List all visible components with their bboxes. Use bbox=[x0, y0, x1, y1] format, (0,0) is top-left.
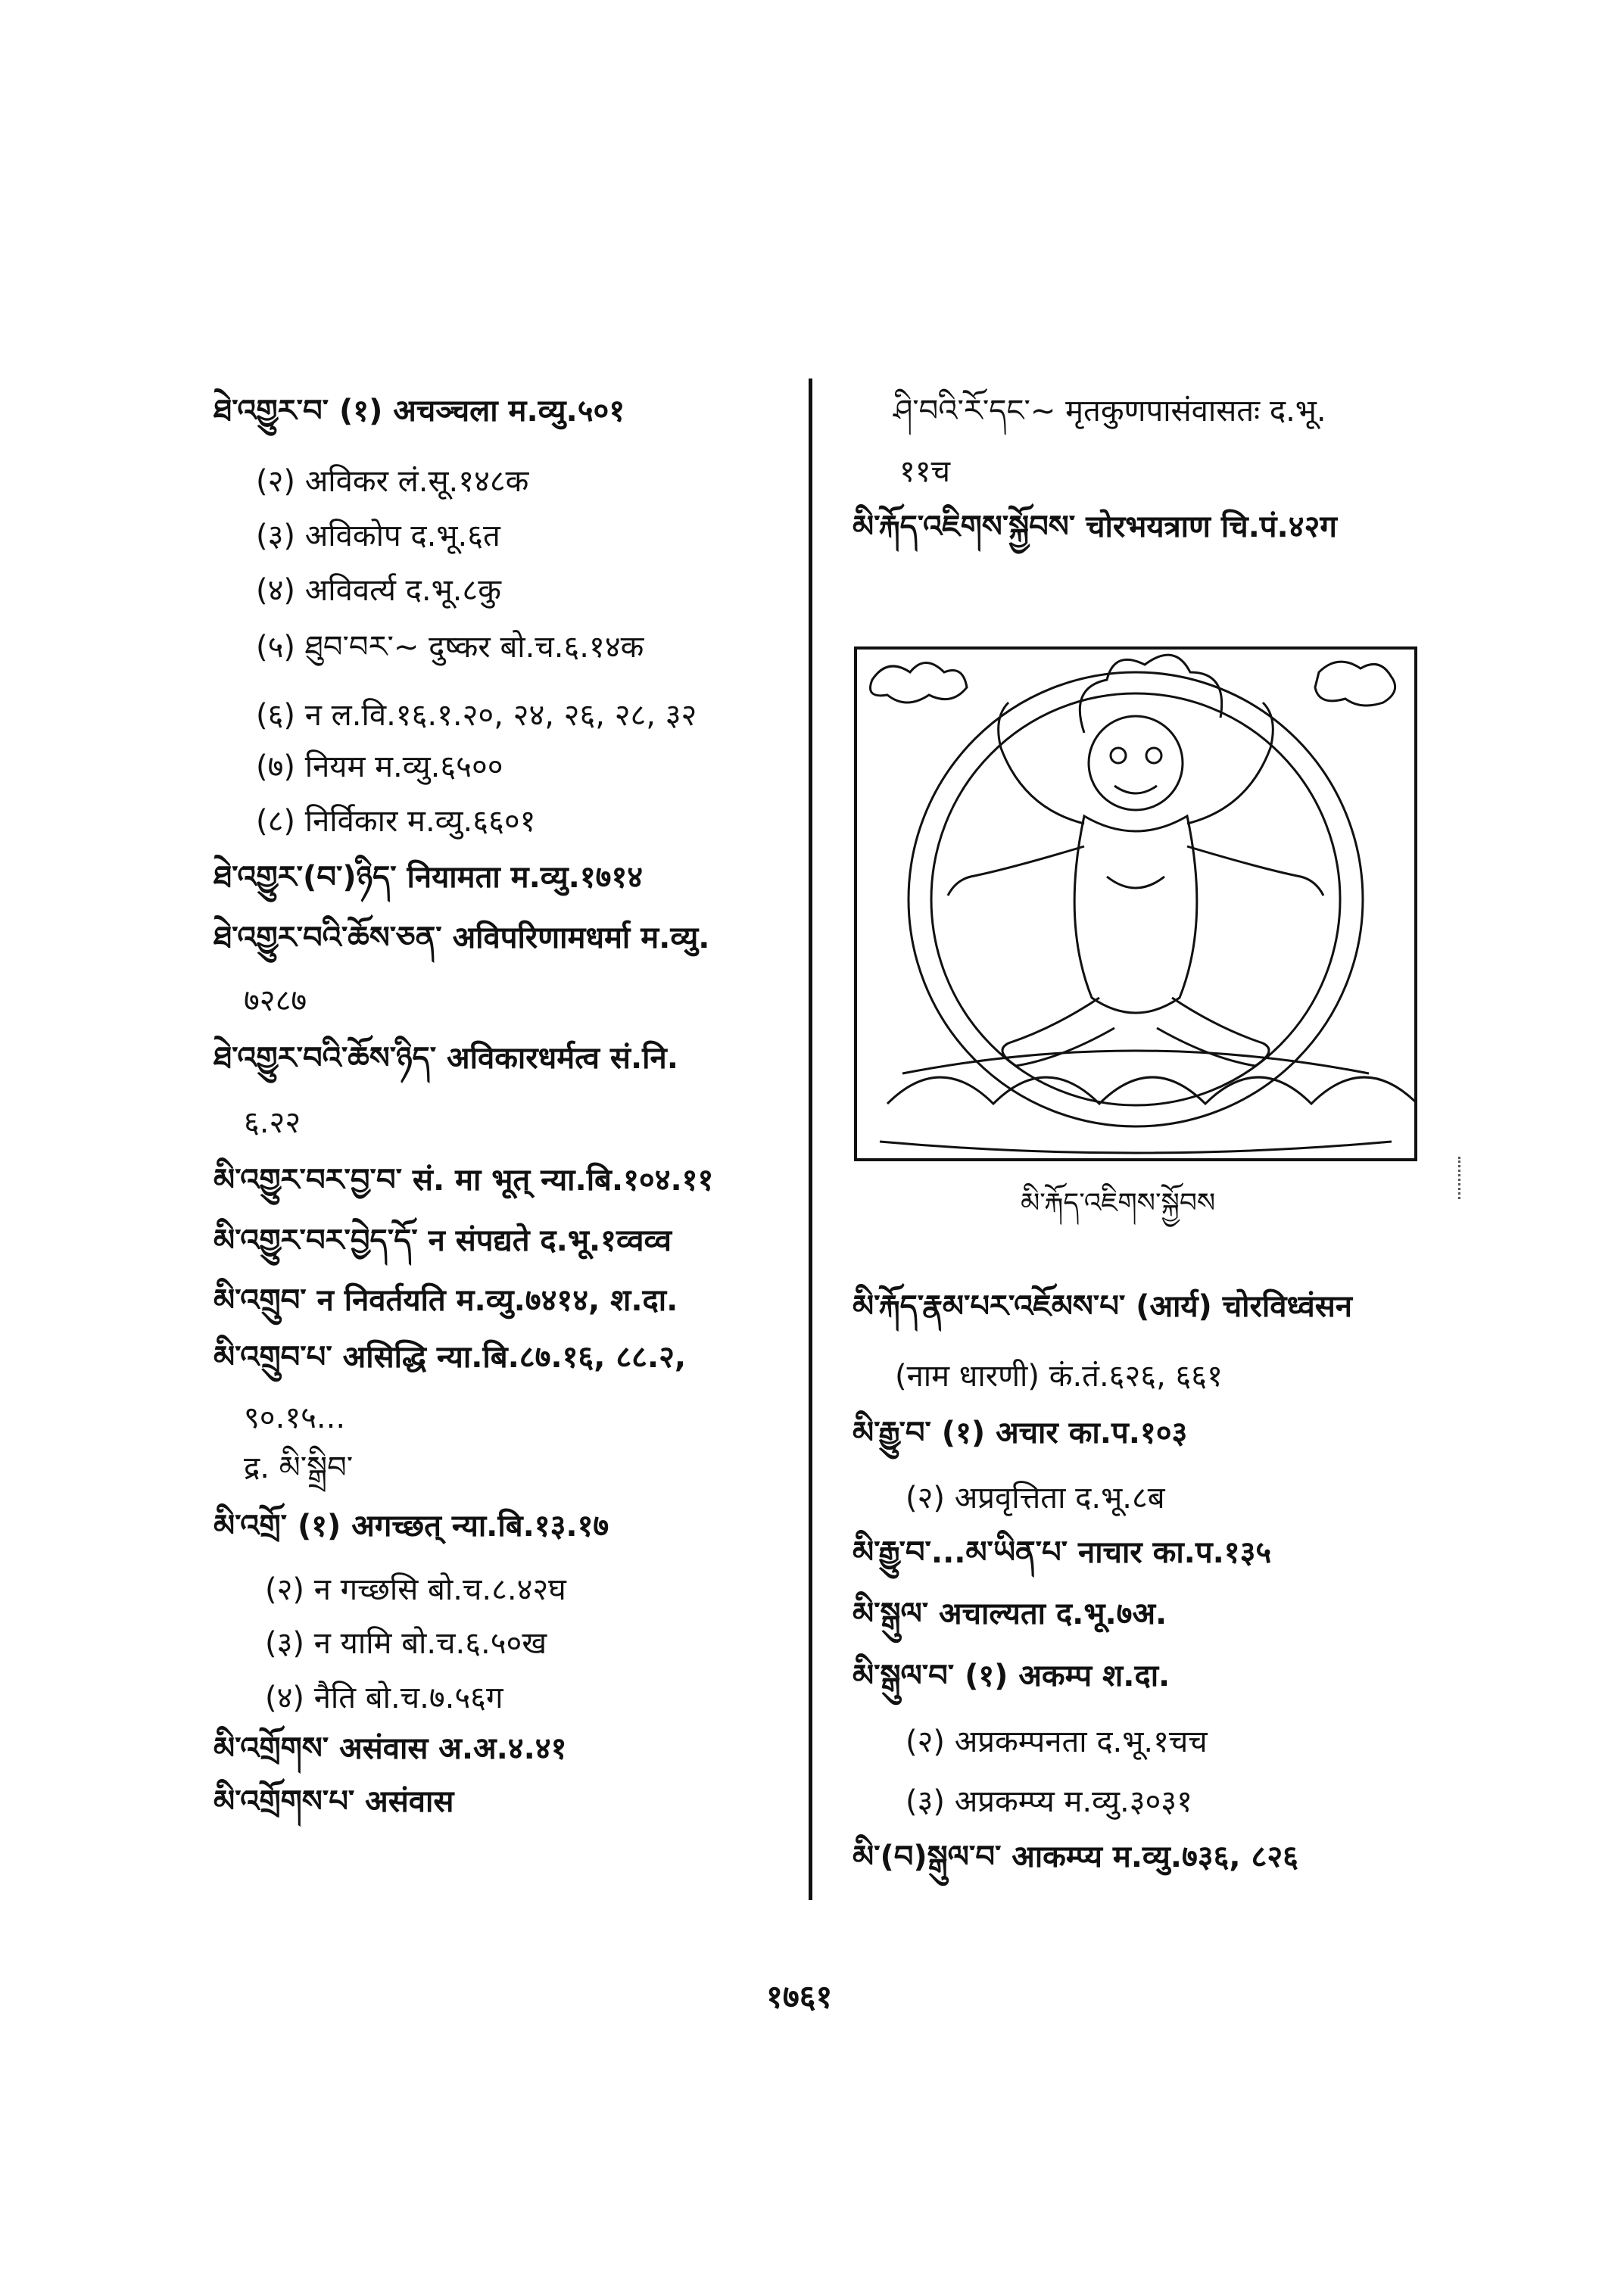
entry-headword: མི་རྐོད་རྣམ་པར་འཇོམས་པ་ (आर्य) चोरविध्वंसन bbox=[853, 1289, 1352, 1324]
entry-continuation: ६.२२ bbox=[244, 1105, 301, 1140]
margin-mark bbox=[1458, 1157, 1463, 1199]
entry-headword: ཐེ་འགྱུར་བ་ (१) अचञ्चला म.व्यु.५०१ bbox=[214, 394, 625, 428]
entry-headword: ཐེ་འགྱུར་བའི་ཆོས་ཉིད་ अविकारधर्मत्व सं.नि. bbox=[214, 1041, 678, 1076]
entry-sense: (५) ཐུབ་བར་~ दुष्कर बो.च.६.१४क bbox=[256, 630, 644, 665]
entry-sense: (८) निर्विकार म.व्यु.६६०१ bbox=[256, 804, 536, 839]
entry-sense: (२) अप्रकम्पनता द.भू.१चच bbox=[906, 1724, 1208, 1759]
entry-headword: ཐེ་འགྱུར་(བ་)ཉིད་ नियामता म.व्यु.१७१४ bbox=[214, 860, 644, 895]
entry-continuation: ७२८७ bbox=[244, 983, 307, 1018]
column-divider bbox=[809, 379, 812, 1900]
entry-headword: མི་འགྱུར་བར་བྱ་བ་ सं. मा भूत् न्या.बि.१०४.११ bbox=[214, 1163, 714, 1198]
entry-sense: (३) अविकोप द.भू.६त bbox=[256, 519, 500, 553]
entry-headword: མི་རྐོད་འཇིགས་སྐྱོབས་ चोरभयत्राण चि.पं.४२ग bbox=[853, 509, 1337, 544]
entry-sense: (७) नियम म.व्यु.६५०० bbox=[256, 749, 503, 784]
entry-continuation: ९०.१५... bbox=[244, 1400, 346, 1435]
entry-sense: (२) अविकर लं.सू.१४८क bbox=[256, 464, 529, 499]
entry-headword: མི་འགྲུབ་པ་ असिद्धि न्या.बि.८७.१६, ८८.२, bbox=[214, 1340, 687, 1375]
entry-headword: མི་འགྲུབ་ न निवर्तयति म.व्यु.७४१४, श.दा. bbox=[214, 1283, 678, 1318]
entry-headword: མི་འགྲོ་ (१) अगच्छत् न्या.बि.१३.१७ bbox=[214, 1509, 609, 1544]
entry-sense: (६) न ल.वि.१६.१.२०, २४, २६, २८, ३२ bbox=[256, 698, 697, 733]
entry-subentry: ཤི་བའི་རོ་དང་~ मृतकुणपासंवासतः द.भू. bbox=[893, 394, 1326, 428]
entry-headword: མི་རྒྱུ་བ་ (१) अचार का.प.१०३ bbox=[853, 1416, 1188, 1450]
deity-illustration bbox=[854, 646, 1417, 1161]
entry-sense: (४) अविवर्त्य द.भू.८कु bbox=[256, 573, 501, 608]
entry-continuation: ११च bbox=[899, 454, 950, 489]
entry-headword: མི་འགྲོགས་ असंवास अ.अ.४.४१ bbox=[214, 1731, 567, 1766]
entry-headword: མི་(བ)སྒུལ་བ་ आकम्प्य म.व्यु.७३६, ८२६ bbox=[853, 1840, 1298, 1874]
entry-headword: ཐེ་འགྱུར་བའི་ཆོས་ཅན་ अविपरिणामधर्मा म.व्यु. bbox=[214, 921, 710, 955]
entry-sense: (२) न गच्छसि बो.च.८.४२घ bbox=[265, 1572, 566, 1607]
wrathful-deity-woodcut-icon bbox=[857, 650, 1414, 1158]
entry-sense: (४) नैति बो.च.७.५६ग bbox=[265, 1681, 503, 1715]
entry-sense: (३) न यामि बो.च.६.५०ख bbox=[265, 1626, 547, 1661]
entry-continuation: (नाम धारणी) कं.तं.६२६, ६६१ bbox=[895, 1359, 1223, 1394]
entry-headword: མི་འགྲོགས་པ་ असंवास bbox=[214, 1784, 454, 1819]
entry-headword: མི་སྒུལ་ अचाल्यता द.भू.७अ. bbox=[853, 1597, 1167, 1631]
entry-cross-reference: द्र. མི་སྒྲིབ་ bbox=[244, 1450, 354, 1485]
entry-sense: (२) अप्रवृत्तिता द.भू.८ब bbox=[906, 1481, 1165, 1516]
entry-sense: (३) अप्रकम्प्य म.व्यु.३०३१ bbox=[906, 1784, 1192, 1819]
entry-headword: མི་སྒུལ་བ་ (१) अकम्प श.दा. bbox=[853, 1659, 1170, 1693]
figure-caption: མི་རྐོད་འཇིགས་སྐྱོབས bbox=[1021, 1188, 1216, 1219]
entry-headword: མི་རྒྱུ་བ་...མ་ཡིན་པ་ नाचार का.प.१३५ bbox=[853, 1535, 1272, 1570]
entry-headword: མི་འགྱུར་བར་བྱེད་དོ་ न संपद्यते द.भू.१व्वव्व bbox=[214, 1223, 672, 1258]
page-number: १७६१ bbox=[766, 1978, 833, 2015]
